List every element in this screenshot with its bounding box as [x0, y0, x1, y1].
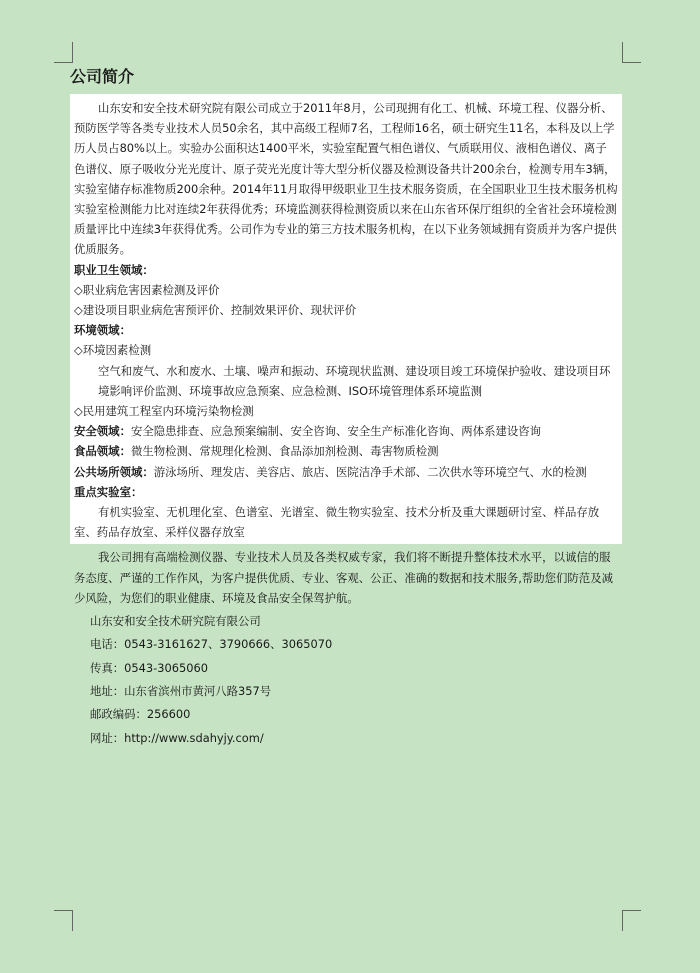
contact-postcode: 邮政编码：256600	[89, 707, 191, 722]
document-page	[70, 62, 622, 750]
closing-paragraph: 我公司拥有高端检测仪器、专业技术人员及各类权威专家，我们将不断提升整体技术水平，以诚信的服务态度、严谨的工作作风，为客户提供优质、专业、客观、公正、准确的数据和技术服务,帮助您们防范及减少风险，为您们的职业健康、环境及食品安全保驾护航。	[74, 550, 613, 605]
public-section	[74, 462, 618, 482]
safety-section	[74, 421, 618, 441]
occupational-item: ◇职业病危害因素检测及评价	[74, 282, 220, 297]
safety-heading: 安全领域：	[74, 424, 131, 439]
crop-mark-bottom-left	[54, 910, 73, 931]
labs-heading: 重点实验室：	[74, 484, 143, 499]
environment-item: ◇民用建筑工程室内环境污染物检测	[74, 404, 254, 419]
contact-address: 地址：山东省滨州市黄河八路357号	[89, 683, 272, 698]
page-title: 公司简介	[70, 67, 135, 86]
environment-item-detail: 空气和废气、水和废水、土壤、噪声和振动、环境现状监测、建设项目竣工环境保护验收、建设项目环境影响评价监测、环境事故应急预案、应急检测、ISO环境管理体系环境监测	[97, 363, 611, 398]
public-heading: 公共场所领域：	[74, 464, 154, 479]
contact-fax: 传真：0543-3065060	[89, 660, 208, 675]
crop-mark-bottom-right	[622, 910, 641, 931]
contact-company: 山东安和安全技术研究院有限公司	[89, 614, 261, 629]
contact-website: 网址：http://www.sdahyjy.com/	[89, 730, 264, 745]
crop-mark-top-left	[54, 42, 73, 63]
highlighted-content	[70, 94, 622, 544]
public-text: 游泳场所、理发店、美容店、旅店、医院洁净手术部、二次供水等环境空气、水的检测	[153, 464, 587, 479]
environment-item: ◇环境因素检测	[74, 343, 152, 358]
contact-phone: 电话：0543-3161627、3790666、3065070	[89, 637, 333, 652]
food-heading: 食品领域：	[74, 444, 131, 459]
labs-text: 有机实验室、无机理化室、色谱室、光谱室、微生物实验室、技术分析及重大课题研讨室、样品存放室、药品存放室、采样仪器存放室	[74, 505, 600, 540]
food-text: 微生物检测、常规理化检测、食品添加剂检测、毒害物质检测	[130, 444, 439, 459]
contact-block	[74, 610, 618, 750]
occupational-heading: 职业卫生领域：	[74, 262, 154, 277]
intro-paragraph: 山东安和安全技术研究院有限公司成立于2011年8月，公司现拥有化工、机械、环境工程、仪器分析、预防医学等各类专业技术人员50余名，其中高级工程师7名，工程师16名，硕士研究生11名，本科及以上学历人员占80%以上。实验办公面积达1400平米，实验室配置气相色谱仪、气质联用仪、液相色谱仪、离子色谱仪、原子吸收分光光度计、原子荧光光度计等大型分析仪器及检测设备共计200余台，检测专用车3辆，实验室储存标准物质200余种。2014年11月取得甲级职业卫生技术服务资质，在全国职业卫生技术服务机构实验室检测能力比对连续2年获得优秀；环境监测获得检测资质以来在山东省环保厅组织的全省社会环境检测质量评比中连续3年获得优秀。公司作为专业的第三方技术服务机构，在以下业务领域拥有资质并为客户提供优质服务。	[74, 101, 618, 257]
food-section	[74, 441, 618, 461]
environment-heading: 环境领域：	[74, 323, 131, 338]
occupational-item: ◇建设项目职业病危害预评价、控制效果评价、现状评价	[74, 303, 357, 318]
crop-mark-top-right	[622, 42, 641, 63]
closing-section	[70, 544, 622, 749]
safety-text: 安全隐患排查、应急预案编制、安全咨询、安全生产标准化咨询、两体系建设咨询	[130, 424, 542, 439]
